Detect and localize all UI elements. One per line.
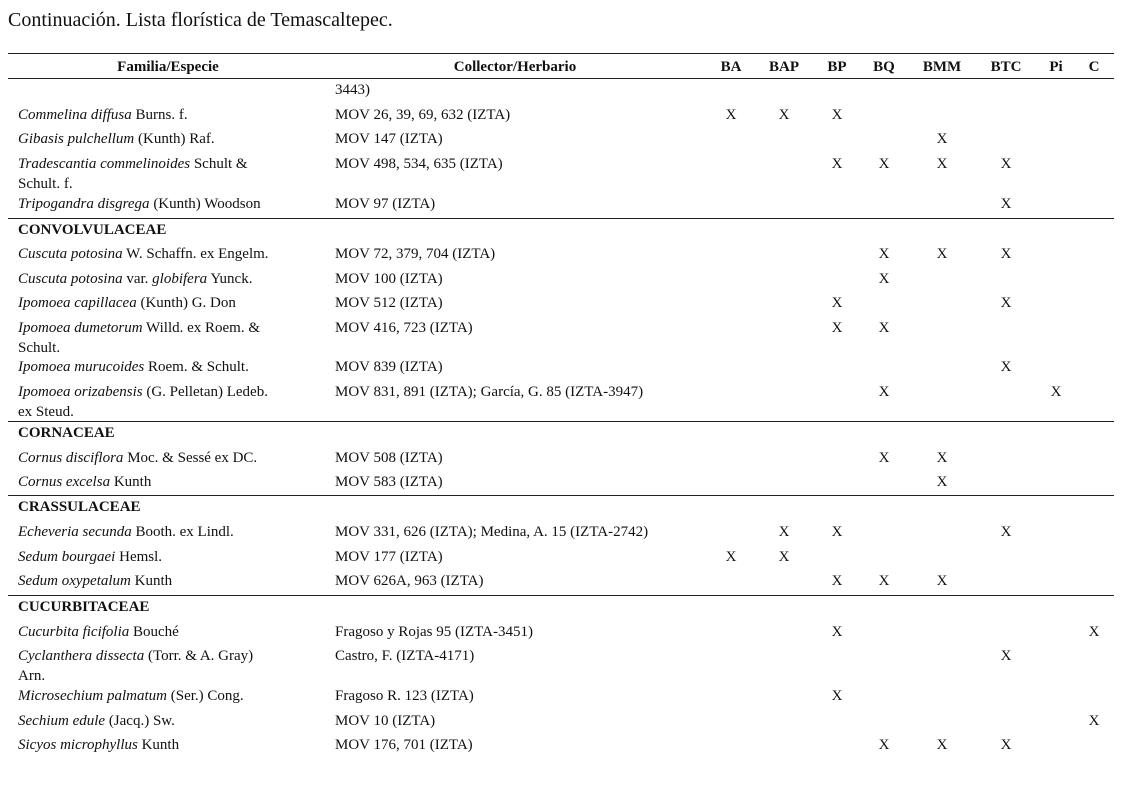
header-col-ba: BA (720, 59, 742, 75)
collector-herbario: MOV 26, 39, 69, 632 (IZTA) (335, 107, 511, 123)
mark-bp: X (831, 573, 843, 589)
mark-btc: X (1000, 524, 1012, 540)
mark-bp: X (831, 624, 843, 640)
collector-herbario: MOV 100 (IZTA) (335, 271, 443, 287)
species-name: Ipomoea dumetorum Willd. ex Roem. & Schult. (18, 320, 261, 356)
species-name: Commelina diffusa Burns. f. (18, 107, 188, 123)
species-name: Tradescantia commelinoides Schult & Schult. f. (18, 156, 248, 192)
family-divider (8, 218, 1114, 219)
collector-herbario: MOV 147 (IZTA) (335, 131, 443, 147)
species-name: Sedum bourgaei Hemsl. (18, 549, 163, 565)
collector-herbario: Castro, F. (IZTA-4171) (335, 648, 475, 664)
family-name: CRASSULACEAE (18, 499, 141, 515)
collector-herbario: MOV 512 (IZTA) (335, 295, 443, 311)
collector-herbario: MOV 839 (IZTA) (335, 359, 443, 375)
collector-herbario: 3443) (335, 82, 370, 98)
mark-bmm: X (936, 131, 948, 147)
mark-bap: X (778, 524, 790, 540)
species-name: Cornus excelsa Kunth (18, 474, 152, 490)
species-name: Cucurbita ficifolia Bouché (18, 624, 179, 640)
mark-bmm: X (936, 246, 948, 262)
mark-bq: X (878, 737, 890, 753)
mark-bq: X (878, 320, 890, 336)
mark-bp: X (831, 688, 843, 704)
collector-herbario: MOV 72, 379, 704 (IZTA) (335, 246, 496, 262)
species-name: Sicyos microphyllus Kunth (18, 737, 180, 753)
family-name: CORNACEAE (18, 425, 115, 441)
mark-pi: X (1050, 384, 1062, 400)
mark-btc: X (1000, 737, 1012, 753)
header-rule (8, 78, 1114, 79)
mark-bmm: X (936, 573, 948, 589)
mark-bp: X (831, 295, 843, 311)
mark-btc: X (1000, 359, 1012, 375)
mark-ba: X (725, 107, 737, 123)
collector-herbario: Fragoso y Rojas 95 (IZTA-3451) (335, 624, 533, 640)
collector-herbario: MOV 177 (IZTA) (335, 549, 443, 565)
mark-c: X (1088, 713, 1100, 729)
header-col-btc: BTC (990, 59, 1022, 75)
mark-bmm: X (936, 737, 948, 753)
collector-herbario: MOV 331, 626 (IZTA); Medina, A. 15 (IZTA-2742) (335, 524, 649, 540)
mark-bq: X (878, 271, 890, 287)
collector-herbario: MOV 97 (IZTA) (335, 196, 436, 212)
page-title: Continuación. Lista florística de Temascaltepec. (8, 9, 393, 31)
mark-btc: X (1000, 156, 1012, 172)
header-colector: Collector/Herbario (453, 59, 577, 75)
mark-bq: X (878, 246, 890, 262)
species-name: Ipomoea murucoides Roem. & Schult. (18, 359, 249, 375)
mark-bp: X (831, 156, 843, 172)
mark-btc: X (1000, 648, 1012, 664)
mark-bq: X (878, 450, 890, 466)
mark-bmm: X (936, 450, 948, 466)
species-name: Sechium edule (Jacq.) Sw. (18, 713, 175, 729)
collector-herbario: MOV 176, 701 (IZTA) (335, 737, 473, 753)
mark-ba: X (725, 549, 737, 565)
header-col-bap: BAP (769, 59, 799, 75)
mark-btc: X (1000, 295, 1012, 311)
species-name: Cornus disciflora Moc. & Sessé ex DC. (18, 450, 258, 466)
collector-herbario: MOV 583 (IZTA) (335, 474, 443, 490)
species-name: Ipomoea capillacea (Kunth) G. Don (18, 295, 236, 311)
mark-bq: X (878, 573, 890, 589)
species-name: Echeveria secunda Booth. ex Lindl. (18, 524, 234, 540)
family-name: CUCURBITACEAE (18, 599, 150, 615)
mark-bp: X (831, 320, 843, 336)
top-rule (8, 53, 1114, 54)
collector-herbario: MOV 626A, 963 (IZTA) (335, 573, 484, 589)
mark-bap: X (778, 107, 790, 123)
collector-herbario: Fragoso R. 123 (IZTA) (335, 688, 474, 704)
species-name: Tripogandra disgrega (Kunth) Woodson (18, 196, 261, 212)
header-col-pi: Pi (1049, 59, 1063, 75)
species-name: Gibasis pulchellum (Kunth) Raf. (18, 131, 215, 147)
family-divider (8, 495, 1114, 496)
mark-bq: X (878, 156, 890, 172)
species-name: Cyclanthera dissecta (Torr. & A. Gray) Arn. (18, 648, 254, 684)
header-col-bq: BQ (873, 59, 895, 75)
family-name: CONVOLVULACEAE (18, 222, 167, 238)
mark-bp: X (831, 524, 843, 540)
mark-bp: X (831, 107, 843, 123)
mark-btc: X (1000, 246, 1012, 262)
species-name: Cuscuta potosina W. Schaffn. ex Engelm. (18, 246, 269, 262)
collector-herbario: MOV 508 (IZTA) (335, 450, 443, 466)
collector-herbario: MOV 10 (IZTA) (335, 713, 436, 729)
species-name: Cuscuta potosina var. globifera Yunck. (18, 271, 253, 287)
mark-bq: X (878, 384, 890, 400)
family-divider (8, 421, 1114, 422)
header-col-bp: BP (827, 59, 847, 75)
species-name: Ipomoea orizabensis (G. Pelletan) Ledeb. ex Steud. (18, 384, 268, 420)
collector-herbario: MOV 416, 723 (IZTA) (335, 320, 473, 336)
mark-btc: X (1000, 196, 1012, 212)
collector-herbario: MOV 831, 891 (IZTA); García, G. 85 (IZTA-3947) (335, 384, 644, 400)
mark-bmm: X (936, 156, 948, 172)
mark-bmm: X (936, 474, 948, 490)
header-col-c: C (1088, 59, 1100, 75)
mark-bap: X (778, 549, 790, 565)
family-divider (8, 595, 1114, 596)
species-name: Microsechium palmatum (Ser.) Cong. (18, 688, 244, 704)
species-name: Sedum oxypetalum Kunth (18, 573, 173, 589)
header-familia: Familia/Especie (117, 59, 219, 75)
header-col-bmm: BMM (922, 59, 962, 75)
collector-herbario: MOV 498, 534, 635 (IZTA) (335, 156, 503, 172)
mark-c: X (1088, 624, 1100, 640)
